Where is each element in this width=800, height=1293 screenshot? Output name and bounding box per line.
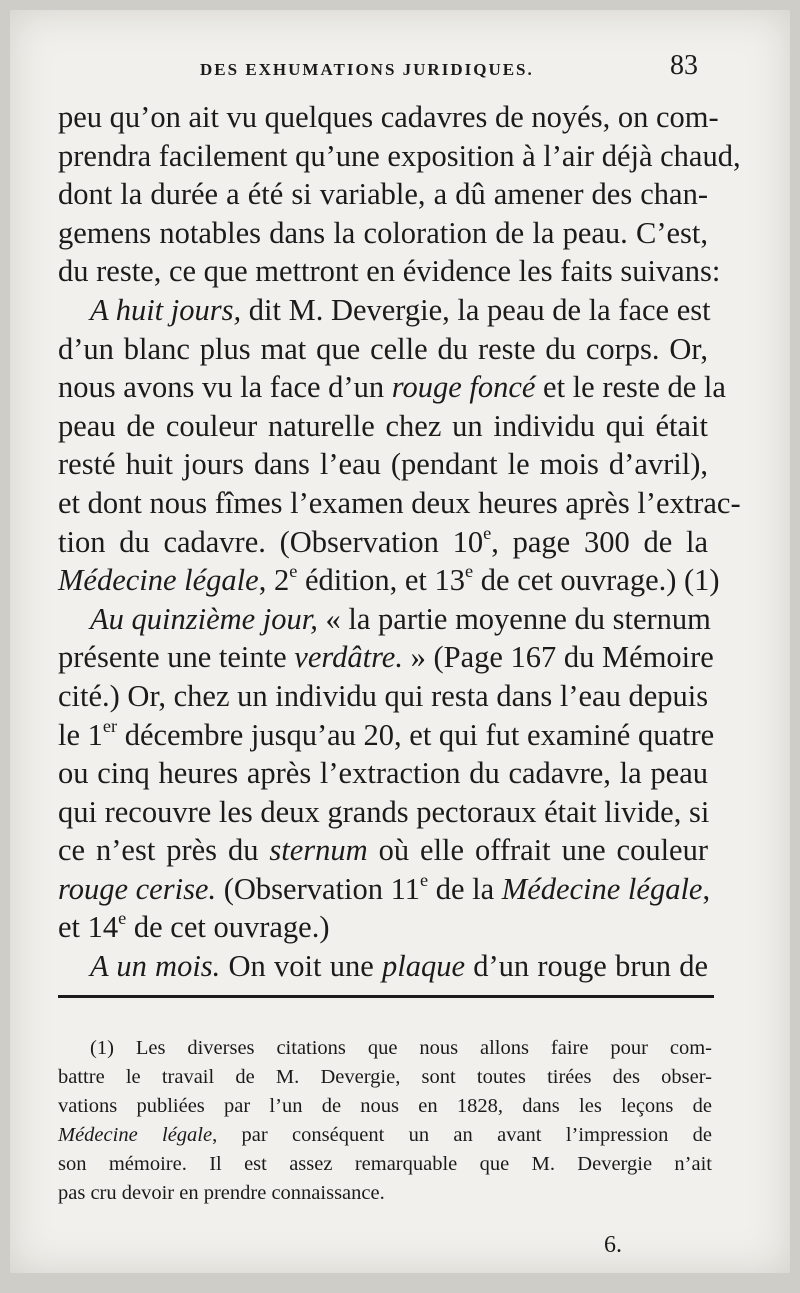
text-line: et 14e de cet ouvrage.) [58,908,330,945]
text-line: Au quinzième jour, « la partie moyenne du sternum [90,601,711,636]
text-line: d’un blanc plus mat que celle du reste du corps. Or, [58,331,708,366]
text-line: gemens notables dans la coloration de la peau. C’est, [58,215,708,250]
text-line: qui recouvre les deux grands pectoraux était livide, si [58,794,710,829]
text-line: ou cinq heures après l’extraction du cadavre, la peau [58,756,708,791]
text-line: tion du cadavre. (Observation 10e, page 300 de la [58,522,708,559]
text-line: Médecine légale, 2e édition, et 13e de cet ouvrage.) (1) [58,561,720,598]
footnote-line: battre le travail de M. Devergie, sont toutes tirées des obser- [58,1066,712,1088]
text-line: peau de couleur naturelle chez un individu qui était [58,408,708,443]
footnote-line: (1) Les diverses citations que nous allons faire pour com- [90,1037,712,1059]
footnote-line: Médecine légale, par conséquent un an avant l’impression de [58,1124,712,1146]
page-header [10,50,790,90]
text-line: prendra facilement qu’une exposition à l’air déjà chaud, [58,138,741,173]
text-line: resté huit jours dans l’eau (pendant le mois d’avril), [58,447,708,482]
text-line: dont la durée a été si variable, a dû amener des chan- [58,177,708,212]
text-line: cité.) Or, chez un individu qui resta dans l’eau depuis [58,678,709,713]
signature-mark: 6. [604,1232,622,1258]
footnote-line: pas cru devoir en prendre connaissance. [58,1182,385,1204]
text-line: A un mois. On voit une plaque d’un rouge brun de [90,949,708,984]
page-number: 83 [670,50,698,81]
text-line: le 1er décembre jusqu’au 20, et qui fut examiné quatre [58,715,715,752]
text-line: rouge cerise. (Observation 11e de la Médecine légale, [58,870,711,906]
footnote-line: son mémoire. Il est assez remarquable que M. Devergie n’ait [58,1153,712,1175]
footnote-rule [58,995,714,998]
running-title: DES EXHUMATIONS JURIDIQUES. [200,60,534,79]
text-line: A huit jours, dit M. Devergie, la peau de la face est [90,292,711,327]
text-line: et dont nous fîmes l’examen deux heures après l’extrac- [58,485,741,520]
footnote-line: vations publiées par l’un de nous en 1828, dans les leçons de [58,1095,712,1117]
footnote [58,1034,712,1208]
text-line: du reste, ce que mettront en évidence les faits suivans: [58,254,721,289]
book-page [10,10,790,1273]
text-line: ce n’est près du sternum où elle offrait une couleur [58,833,709,868]
text-line: peu qu’on ait vu quelques cadavres de noyés, on com- [58,100,719,134]
main-text [58,98,741,986]
text-line: nous avons vu la face d’un rouge foncé et le reste de la [58,370,726,405]
text-line: présente une teinte verdâtre. » (Page 167 du Mémoire [58,640,714,675]
